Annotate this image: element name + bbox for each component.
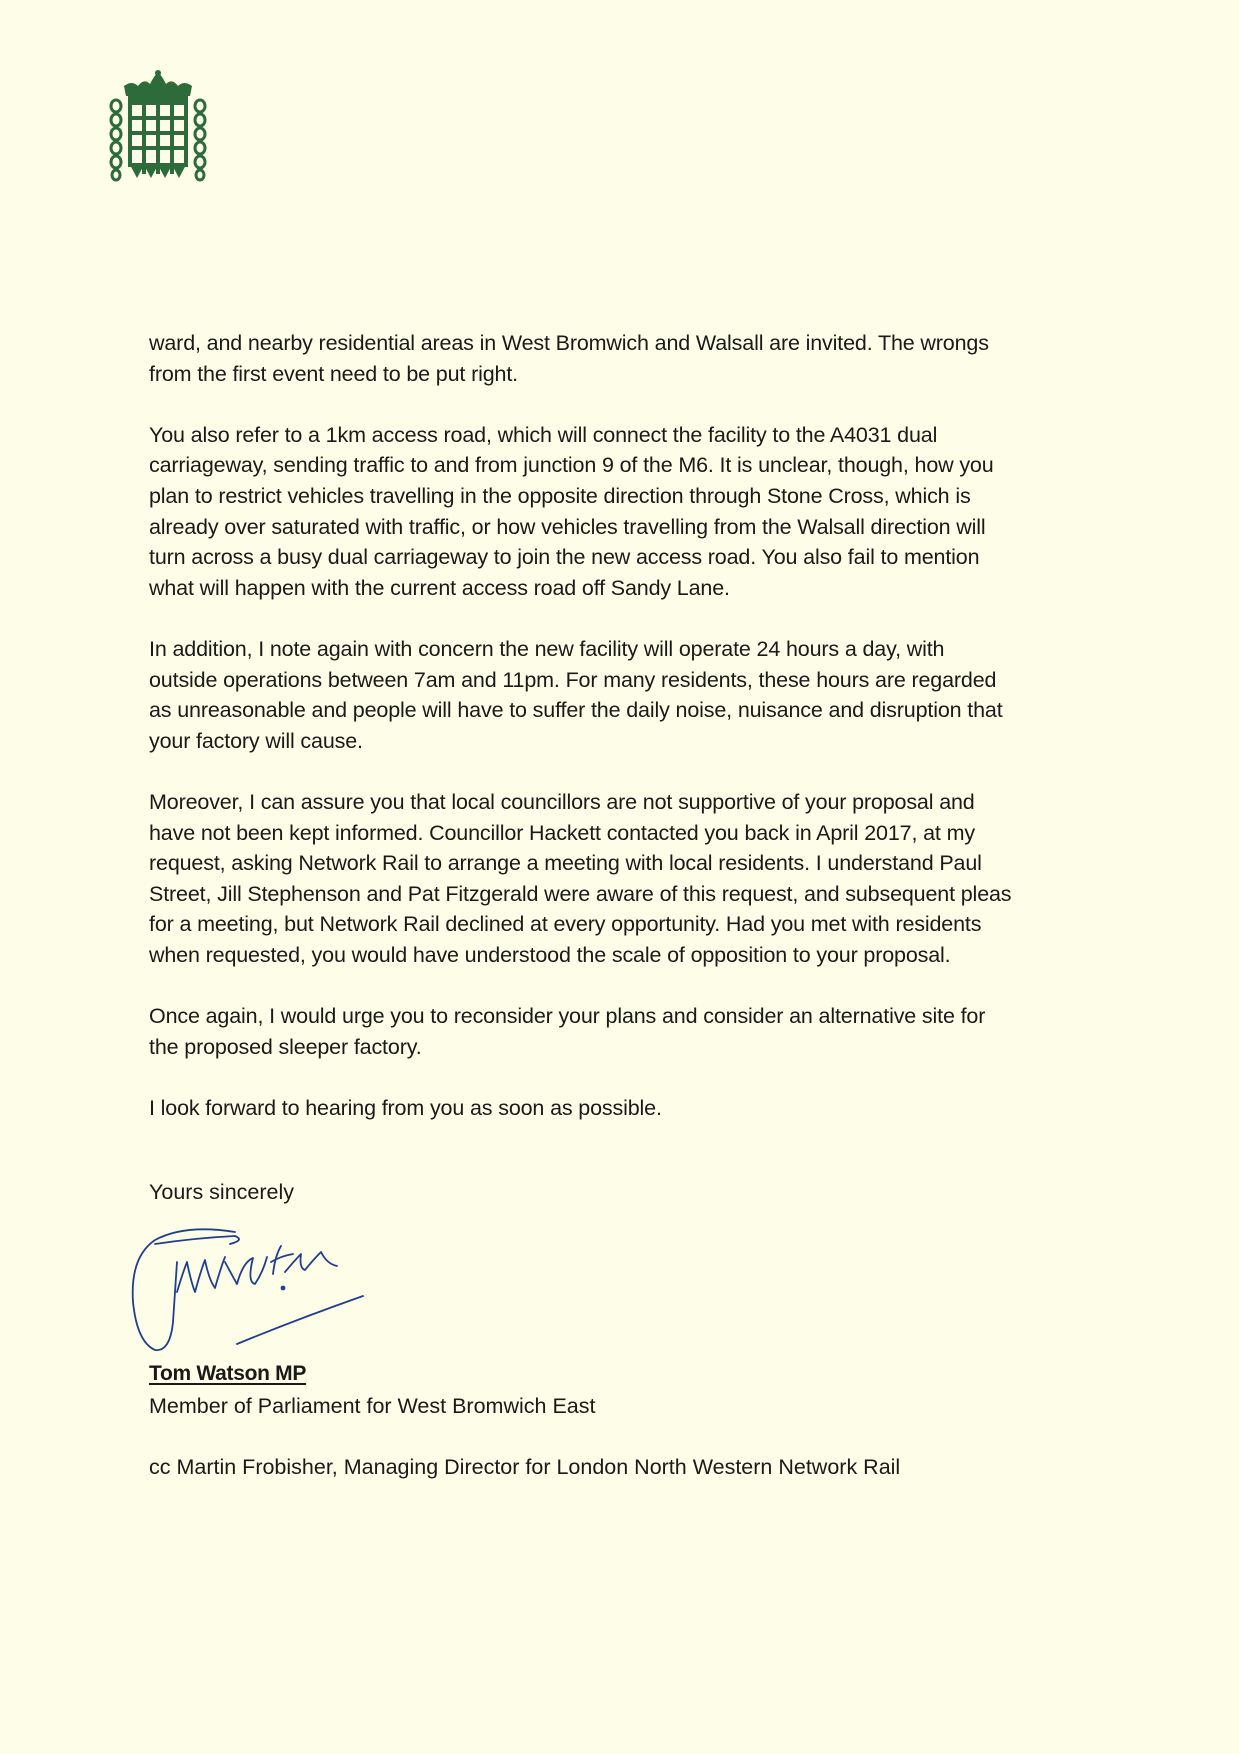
paragraph-reconsider: Once again, I would urge you to reconsider your plans and consider an alternative site for the proposed sleeper factory. — [149, 1004, 986, 1059]
signer-name: Tom Watson MP — [149, 1362, 307, 1385]
signer-role: Member of Parliament for West Bromwich East — [149, 1394, 596, 1418]
cc-line: cc Martin Frobisher, Managing Director for London North Western Network Rail — [149, 1455, 901, 1479]
letter-body — [149, 328, 1089, 1154]
paragraph-operating-hours: In addition, I note again with concern the new facility will operate 24 hours a day, with outside operations between 7am and 11pm. For many residents, these hours are regarded as unreasonable and people will have to suffer the daily noise, nuisance and disruption that your factory will cause. — [149, 636, 1003, 753]
paragraph-councillors: Moreover, I can assure you that local councillors are not supportive of your proposal and have not been kept informed. Councillor Hackett contacted you back in April 2017, at my request, asking Network Rail to arrange a meeting with local residents. I understand Paul Street, Jill Stephenson and Pat Fitzgerald were aware of this request, and subsequent pleas for a meeting, but Network Rail declined at every opportunity. Had you met with residents when requested, you would have understood the scale of opposition to your proposal. — [149, 789, 1012, 967]
salutation: Yours sincerely — [149, 1180, 294, 1204]
paragraph-closing-request: I look forward to hearing from you as soon as possible. — [149, 1095, 662, 1120]
handwritten-signature — [125, 1222, 485, 1372]
paragraph-invitation: ward, and nearby residential areas in West Bromwich and Walsall are invited. The wrongs from the first event need to be put right. — [149, 331, 989, 386]
paragraph-access-road: You also refer to a 1km access road, which will connect the facility to the A4031 dual carriageway, sending traffic to and from junction 9 of the M6. It is unclear, though, how you plan to restrict vehicles travelling in the opposite direction through Stone Cross, which is already over saturated with traffic, or how vehicles travelling from the Walsall direction will turn across a busy dual carriageway to join the new access road. You also fail to mention what will happen with the current access road off Sandy Lane. — [149, 422, 994, 600]
portcullis-crowned-icon — [104, 70, 212, 182]
